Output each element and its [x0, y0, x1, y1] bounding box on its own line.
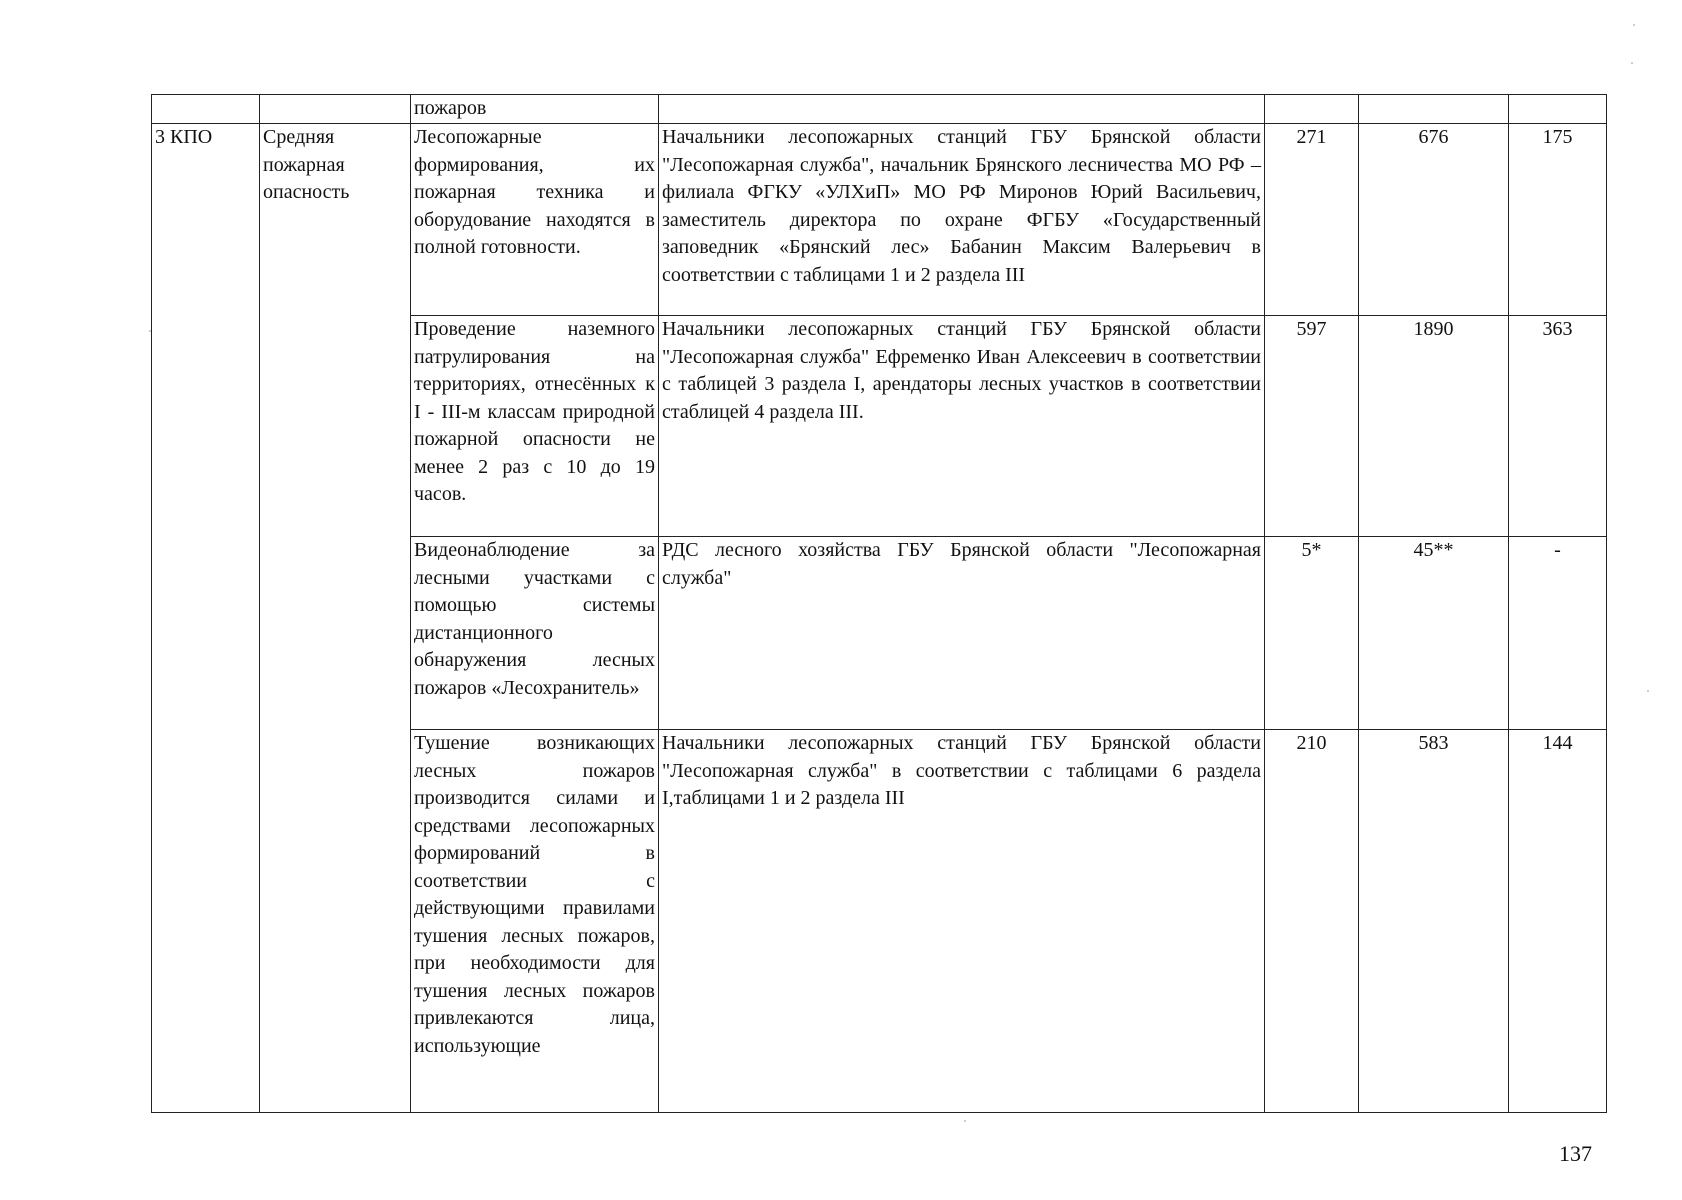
page-number: 137 [1559, 1141, 1592, 1166]
value-cell-1 [1265, 95, 1359, 124]
responsible-cell: Начальники лесопожарных станций ГБУ Брянской области "Лесопожарная служба" в соответствии с таблицами 6 раздела I,таблицами 1 и 2 раздела III [659, 730, 1265, 1113]
value-cell-3: 363 [1509, 316, 1607, 537]
value-cell-1: 5* [1265, 537, 1359, 730]
value-cell-2: 1890 [1359, 316, 1509, 537]
value-cell-2: 676 [1359, 124, 1509, 316]
value-cell-3: - [1509, 537, 1607, 730]
scan-speck [1631, 62, 1633, 64]
value-cell-2: 45** [1359, 537, 1509, 730]
scan-speck [964, 1120, 966, 1122]
value-cell-1: 271 [1265, 124, 1359, 316]
class-cell: 3 КПО [152, 124, 260, 1113]
responsible-cell: Начальники лесопожарных станций ГБУ Брянской области "Лесопожарная служба", начальник Брянского лесничества МО РФ –филиала ФГКУ «УЛХиП» МО РФ Миронов Юрий Васильевич, заместитель директора по охране ФГБУ «Государственный заповедник «Брянский лес» Бабанин Максим Валерьевич в соответствии с таблицами 1 и 2 раздела III [659, 124, 1265, 316]
value-cell-3 [1509, 95, 1607, 124]
value-cell-1: 597 [1265, 316, 1359, 537]
responsible-cell: Начальники лесопожарных станций ГБУ Брянской области "Лесопожарная служба" Ефременко Иван Алексеевич в соответствии с таблицей 3 раздела I, арендаторы лесных участков в соответствии стаблицей 4 раздела III. [659, 316, 1265, 537]
value-cell-2: 583 [1359, 730, 1509, 1113]
scan-speck [1633, 24, 1635, 26]
class-cell [152, 95, 260, 124]
scan-speck [149, 330, 151, 332]
table-row-continued [152, 95, 1607, 124]
table-row [152, 124, 1607, 316]
value-cell-3: 144 [1509, 730, 1607, 1113]
responsible-cell: РДС лесного хозяйства ГБУ Брянской области "Лесопожарная служба" [659, 537, 1265, 730]
activity-cell: Тушение возникающих лесных пожаров производится силами и средствами лесопожарных формирований в соответствии с действующими правилами тушения лесных пожаров, при необходимости для тушения лесных пожаров привлекаются лица, использующие [411, 730, 659, 1113]
danger-cell [260, 95, 411, 124]
activity-cell: пожаров [411, 95, 659, 124]
fire-danger-measures-table [151, 94, 1607, 1113]
value-cell-1: 210 [1265, 730, 1359, 1113]
activity-cell: Видеонаблюдение за лесными участками с помощью системы дистанционного обнаружения лесных пожаров «Лесохранитель» [411, 537, 659, 730]
value-cell-3: 175 [1509, 124, 1607, 316]
activity-cell: Проведение наземного патрулирования на территориях, отнесённых к I - III-м классам природной пожарной опасности не менее 2 раз с 10 до 19 часов. [411, 316, 659, 537]
danger-cell: Средняя пожарная опасность [260, 124, 411, 1113]
responsible-cell [659, 95, 1265, 124]
scan-speck [1647, 690, 1649, 692]
value-cell-2 [1359, 95, 1509, 124]
activity-cell: Лесопожарные формирования, их пожарная техника и оборудование находятся в полной готовности. [411, 124, 659, 316]
